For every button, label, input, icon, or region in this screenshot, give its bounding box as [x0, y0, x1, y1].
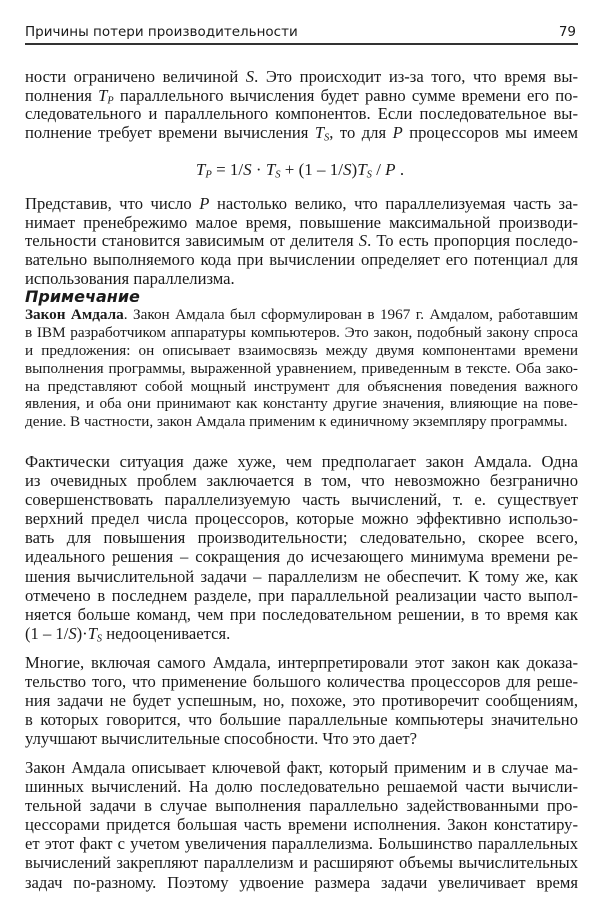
math-subscript: S	[275, 169, 281, 181]
math-symbol: $T_P$	[195, 160, 212, 181]
text-line: няется больше команд, чем при последовательном решении, в то время как	[25, 604, 578, 624]
paragraph-5	[25, 758, 578, 892]
text-line: отмечено в последнем разделе, при параллельной реализации часто выпол-	[25, 585, 578, 605]
text-line: ния задачи не будет успешным, но, похоже, это противоречит сообщениям,	[25, 691, 578, 711]
text-line: полнение требует времени вычисления $T_S$, то для P процессоров мы имеем	[25, 123, 579, 144]
text-line: в которых говорится, что большие параллельные компьютеры значительно	[25, 710, 578, 730]
text-line: шинных вычислений. На долю последовательно решаемой части вычисли-	[25, 777, 578, 797]
math-subscript: P	[107, 95, 114, 107]
formula-amdahl: $T_P = 1/S \cdot T_S + (1 - 1/S)T_S / P$ .	[195, 160, 405, 181]
text-line: дение. В частности, закон Амдала применим к единичному экземпляру программы.	[25, 413, 568, 431]
text-line: идеального решения – сокращения до исчезающего минимума времени ре-	[25, 547, 578, 567]
text-line: следовательного и параллельного компонентов. Если последовательное вы-	[25, 104, 578, 124]
text-line: использования параллелизма.	[25, 268, 235, 288]
text-line: на представляют собой мощный инструмент для объяснения поведения важного	[25, 377, 578, 395]
note-text	[25, 306, 578, 431]
math-symbol: $T_S$	[314, 123, 330, 144]
paragraph-1	[25, 68, 578, 143]
math-symbol: P	[199, 194, 210, 213]
math-subscript: S	[96, 633, 103, 645]
math-symbol: $T_S$	[87, 623, 103, 645]
paragraph-3	[25, 452, 578, 643]
text-line: из очевидных проблем заключается в том, что невозможно безгранично	[25, 471, 578, 491]
text-line: верхний предел числа процессоров, которые можно эффективно использо-	[25, 509, 578, 529]
text-line: вать для повышения производительности; следовательно, скорее всего,	[25, 528, 578, 548]
math-symbol: $T_S$	[357, 160, 372, 181]
text-line: цессорами придется большая часть времени исполнения. Закон констатиру-	[25, 815, 578, 835]
paragraph-4	[25, 653, 578, 748]
math-symbol: $T_S$	[265, 160, 281, 181]
math-symbol: $T_P$	[98, 85, 114, 107]
math-symbol: P	[385, 160, 396, 179]
text-line: совершенствовать параллелизуемую часть вычислений, т. е. существует	[25, 490, 578, 510]
bold-term: Закон Амдала	[25, 306, 124, 323]
math-symbol: S	[68, 623, 77, 643]
math-subscript: S	[366, 169, 372, 181]
text-line: полнения $T_P$ параллельного вычисления будет равно сумме времени его по-	[25, 85, 578, 107]
text-line: Представив, что число P настолько велико, что параллелизуемая часть за-	[25, 194, 578, 213]
text-line: $(1 - 1/S)\cdot T_S$ недооценивается.	[25, 623, 231, 645]
math-symbol: S	[358, 231, 368, 251]
paragraph-2	[25, 195, 578, 288]
text-line: улучшают вычислительные способности. Что это дает?	[25, 729, 418, 749]
math-symbol: S	[243, 160, 252, 179]
text-line: шения вычислительной задачи – параллелизм не обеспечит. К тому же, как	[25, 566, 578, 586]
text-line: тельство того, что применение большого количества процессоров для реше-	[25, 672, 578, 692]
math-symbol: S	[245, 67, 255, 86]
text-line: явления, и оба они принимают как константу другие значения, влияющие на пове-	[25, 395, 578, 413]
note-heading: Примечание	[25, 287, 140, 306]
text-line: Закон Амдала. Закон Амдала был сформулирован в 1967 г. Амдалом, работавшим	[25, 306, 578, 323]
text-line: в IBM разработчиком аппаратуры компьютеров. Это закон, подобный закону спроса	[25, 323, 578, 341]
math-subscript: S	[324, 132, 330, 144]
text-line: Закон Амдала описывает ключевой факт, который применим и в случае ма-	[25, 758, 578, 777]
text-line: задач по-разному. Поэтому удвоение размера задачи увеличивает время	[25, 872, 578, 892]
text-line: ности ограничено величиной S. Это происходит из-за того, что время вы-	[25, 67, 578, 86]
text-line: вательно выполняемого кода при вычислении определяет его потенциал для	[25, 250, 578, 270]
text-line: и предложения: он описывает взаимосвязь между двумя компонентами времени	[25, 341, 578, 359]
text-line: выполнения программы, выраженной уравнением, приведенным в тексте. Оба зако-	[25, 359, 578, 377]
text-line: тельности становится зависимым от делителя S. То есть пропорция последо-	[25, 231, 578, 251]
math-subscript: P	[205, 169, 212, 181]
text-line: нимает пренебрежимо малое время, повышение максимальной производи-	[25, 212, 578, 232]
text-line: Фактически ситуация даже хуже, чем предполагает закон Амдала. Одна	[25, 452, 578, 471]
text-line: ет этот факт с учетом увеличения параллелизма. Большинство параллельных	[25, 834, 578, 854]
math-symbol: P	[392, 123, 403, 143]
text-line: тельной задачи в случае выполнения параллельно задействованными про-	[25, 796, 578, 816]
page-number: 79	[558, 24, 576, 40]
text-line: вычислений закрепляют параллелизм и расширяют объемы вычислительных	[25, 853, 578, 873]
text-line: Многие, включая самого Амдала, интерпретировали этот закон как доказа-	[25, 653, 578, 672]
running-header	[25, 22, 578, 45]
math-symbol: S	[343, 160, 352, 179]
running-header-title: Причины потери производительности	[25, 24, 298, 40]
